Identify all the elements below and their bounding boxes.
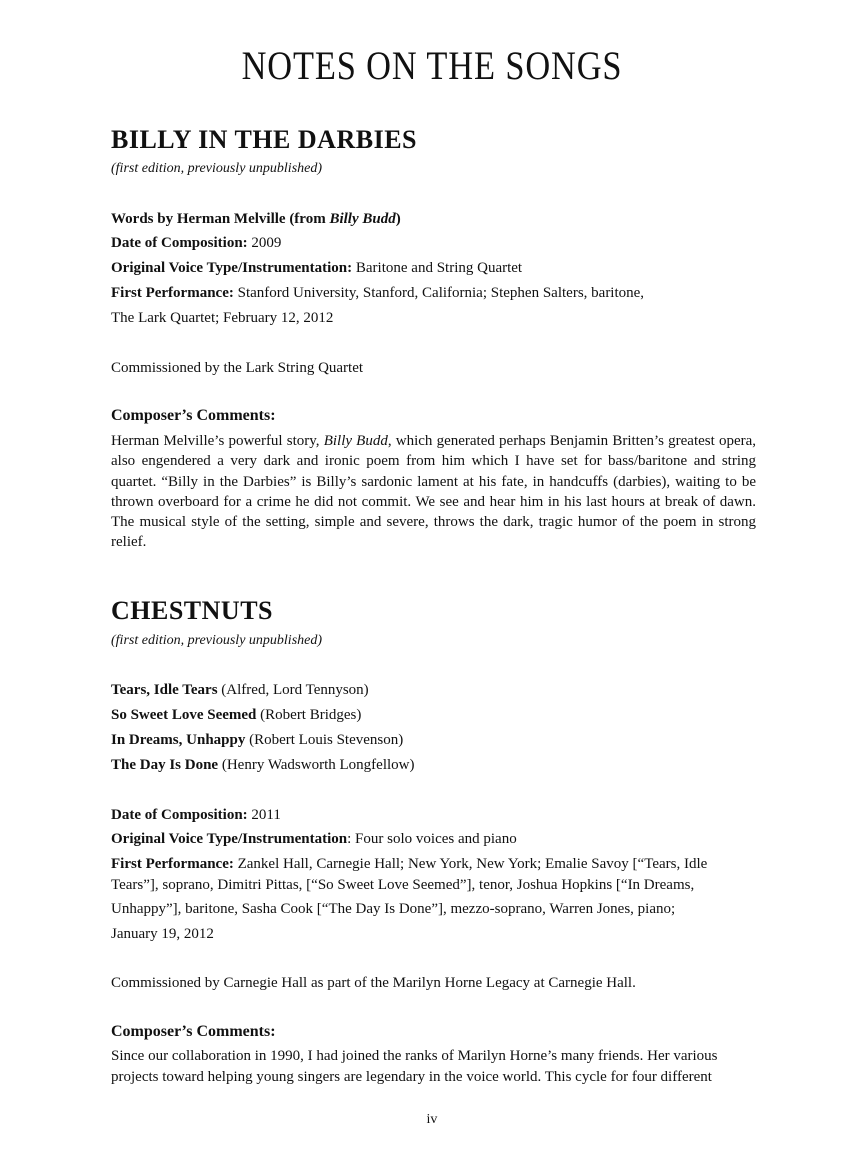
label: First Performance: [111,856,234,872]
song-item [111,730,756,750]
song-author: (Robert Bridges) [260,707,362,723]
comments-line: projects toward helping young singers are legendary in the voice world. This cycle for four different [111,1069,712,1085]
song-item [111,680,756,700]
first-performance-cont: Unhappy”], baritone, Sasha Cook [“The Day Is Done”], mezzo-soprano, Warren Jones, piano; [111,901,676,917]
song-author: (Robert Louis Stevenson) [249,732,404,748]
song-item [111,705,756,725]
first-performance-cont: January 19, 2012 [111,926,214,942]
commission-note: Commissioned by Carnegie Hall as part of the Marilyn Horne Legacy at Carnegie Hall. [111,975,636,991]
song-title-billy: BILLY IN THE DARBIES [111,125,417,154]
instrumentation [111,258,756,278]
words-prefix: Words by Herman Melville (from [111,211,330,227]
value: Stanford University, Stanford, California; Stephen Salters, baritone, [237,285,645,301]
value: 2011 [251,807,281,823]
first-performance-cont: The Lark Quartet; February 12, 2012 [111,310,334,326]
song-name: The Day Is Done [111,757,219,773]
date-of-composition [111,805,756,825]
date-of-composition [111,233,756,253]
label: Date of Composition: [111,235,248,251]
comments-heading: Composer’s Comments: [111,1023,276,1040]
song-name: In Dreams, Unhappy [111,732,246,748]
first-performance [111,283,756,303]
words-suffix: ) [395,211,401,227]
label: Original Voice Type/Instrumentation: [111,260,353,276]
words-credit [111,209,756,229]
page-number: iv [426,1112,438,1127]
comments-paragraph [111,431,756,553]
comments-line: Since our collaboration in 1990, I had joined the ranks of Marilyn Horne’s many friends. Her various [111,1048,718,1064]
text: Herman Melville’s powerful story, [111,433,324,449]
first-performance-cont: Tears”], soprano, Dimitri Pittas, [“So Sweet Love Seemed”], tenor, Joshua Hopkins [“In Dreams, [111,877,695,893]
song-author: (Henry Wadsworth Longfellow) [221,757,415,773]
comments-heading: Composer’s Comments: [111,407,276,424]
edition-note: (first edition, previously unpublished) [111,633,323,648]
commission-note: Commissioned by the Lark String Quartet [111,360,364,376]
value: : Four solo voices and piano [347,831,517,847]
label: First Performance: [111,285,234,301]
label: Date of Composition: [111,807,248,823]
page-title: NOTES ON THE SONGS [241,43,623,88]
song-item [111,755,756,775]
text: , which generated perhaps Benjamin Britten’s greatest opera, also engendered a very dark and ironic poem from him which I have set for bass/baritone and string quartet. “Billy in the Darbies” is Billy’s sardonic lament at his fate, in handcuffs (darbies), waiting to be thrown overboard for a crime he did not commit. We see and hear him in his last hours at break of dawn. The musical style of the setting, simple and severe, throws the dark, tragic humor of the poem in strong relief. [111,433,757,551]
song-name: Tears, Idle Tears [111,682,218,698]
song-author: (Alfred, Lord Tennyson) [221,682,369,698]
edition-note: (first edition, previously unpublished) [111,161,323,176]
label: Original Voice Type/Instrumentation [111,831,348,847]
first-performance [111,854,756,874]
words-work: Billy Budd [329,211,396,227]
value: Baritone and String Quartet [355,260,523,276]
instrumentation [111,829,756,849]
song-title-chestnuts: CHESTNUTS [111,596,273,625]
song-name: So Sweet Love Seemed [111,707,257,723]
value: Zankel Hall, Carnegie Hall; New York, New York; Emalie Savoy [“Tears, Idle [237,856,708,872]
value: 2009 [251,235,282,251]
work-title: Billy Budd [323,433,388,449]
